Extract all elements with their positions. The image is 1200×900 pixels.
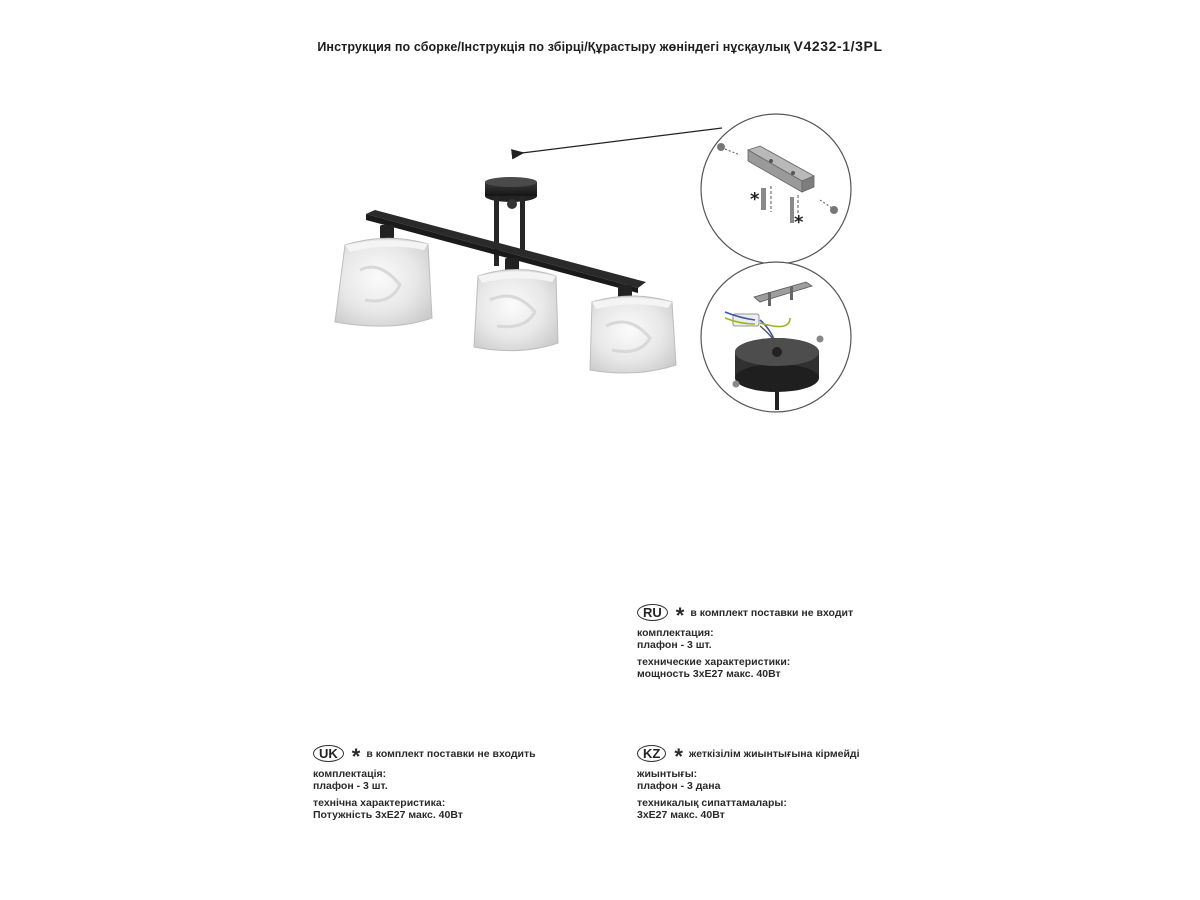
info-block-ru: [637, 604, 853, 680]
info-block-uk: [313, 745, 536, 821]
model-number: V4232-1/3PL: [793, 38, 883, 54]
set-label-uk: комплектація:: [313, 768, 387, 780]
note-ru: в комплект поставки не входит: [690, 606, 854, 619]
title-text: Инструкция по сборке/Інструкція по збірці/Құрастыру жөніндегі нұсқаулық: [317, 40, 790, 54]
asterisk-kz: *: [674, 743, 683, 769]
glass-shade-left: [335, 238, 432, 326]
spec-value-ru: мощность 3хЕ27 макс. 40Вт: [637, 668, 781, 680]
detail-circle-bracket: [701, 114, 851, 264]
set-value-kz: плафон - 3 дана: [637, 780, 721, 792]
detail-circle-wiring: [701, 262, 851, 412]
info-block-kz: [637, 745, 860, 821]
language-badge-uk: UK: [313, 745, 344, 762]
set-label-ru: комплектация:: [637, 627, 714, 639]
chandelier-drawing: [335, 177, 676, 373]
spec-label-uk: технічна характеристика:: [313, 797, 446, 809]
note-kz: жеткізілім жиынтығына кірмейді: [688, 747, 860, 760]
spec-value-kz: 3хЕ27 макс. 40Вт: [637, 809, 725, 821]
detail-star-1: *: [750, 189, 760, 210]
detail-star-2: *: [794, 212, 804, 233]
pointer-arrow: [522, 128, 722, 153]
asterisk-ru: *: [675, 602, 685, 628]
set-label-kz: жиынтығы:: [637, 768, 698, 780]
asterisk-uk: *: [351, 743, 361, 769]
language-badge-ru: RU: [637, 604, 668, 621]
spec-label-ru: технические характеристики:: [637, 656, 791, 668]
set-value-uk: плафон - 3 шт.: [313, 780, 388, 792]
spec-value-uk: Потужність 3хЕ27 макс. 40Вт: [313, 809, 463, 821]
glass-shade-right: [590, 296, 676, 373]
spec-label-kz: техникалық сипаттамалары:: [637, 797, 787, 809]
glass-shade-center: [474, 270, 558, 351]
note-uk: в комплект поставки не входить: [366, 747, 536, 760]
set-value-ru: плафон - 3 шт.: [637, 639, 712, 651]
language-badge-kz: KZ: [637, 745, 666, 762]
